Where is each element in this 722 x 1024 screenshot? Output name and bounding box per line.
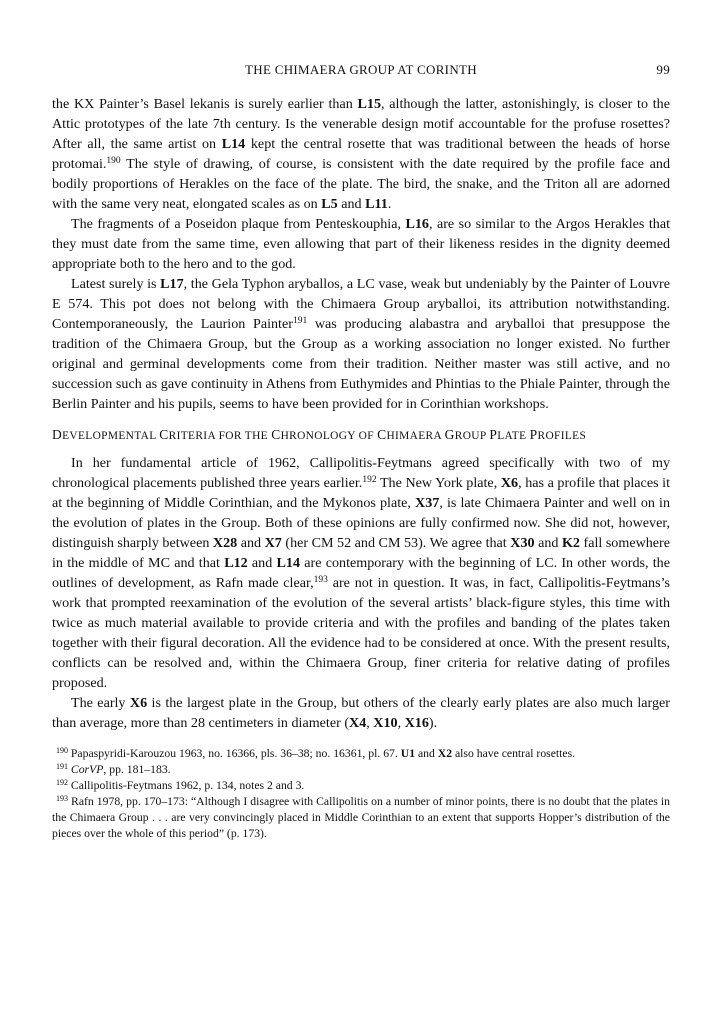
- running-head-title: THE CHIMAERA GROUP AT CORINTH: [245, 62, 477, 77]
- catalogue-ref: U1: [400, 747, 416, 760]
- catalogue-ref: L11: [365, 196, 388, 212]
- paragraph-5: The early X6 is the largest plate in the Group, but others of the clearly early plates are also much larger than average, more than 28 centimeters in diameter (X4, X10, X16).: [52, 695, 670, 731]
- footnote-ref: 192: [362, 475, 377, 485]
- footnote-ref: 193: [313, 575, 328, 585]
- running-head: [52, 62, 670, 84]
- footnotes: [52, 746, 670, 842]
- catalogue-ref: X7: [264, 535, 282, 551]
- paragraph-2: The fragments of a Poseidon plaque from Penteskouphia, L16, are so similar to the Argos Herakles that they must date from the same time, even allowing that part of their likeness resides in the dignity deemed appropriate both to the hero and to the god.: [52, 216, 670, 272]
- footnote-191: $^{191}$ CorVP, pp. 181–183.: [56, 762, 171, 776]
- abbreviation: CorVP: [70, 763, 104, 776]
- catalogue-ref: X16: [404, 715, 429, 731]
- catalogue-ref: X6: [129, 695, 148, 711]
- catalogue-ref: X30: [510, 535, 535, 551]
- catalogue-ref: X2: [437, 747, 453, 760]
- footnote-number: 193: [56, 794, 68, 803]
- catalogue-ref: L17: [160, 276, 184, 292]
- paragraph-1: the KX Painter’s Basel lekanis is surely earlier than L15, although the latter, astonishingly, is closer to the Attic prototypes of the late 7th century. Is the venerable design motif accountable for the profuse rosettes? After all, the same artist on L14 kept the central rosette that was traditional between the heads of horse protomai.$^{190}$ The style of drawing, of course, is consistent with the date required by the profile face and bodily proportions of Herakles on the face of the plate. The bird, the snake, and the Triton all are adorned with the same very neat, elongated scales as on L5 and L11.: [52, 96, 670, 212]
- footnote-ref: 191: [292, 316, 308, 326]
- catalogue-ref: X28: [212, 535, 238, 551]
- paragraph-3: Latest surely is L17, the Gela Typhon aryballos, a LC vase, weak but undeniably by the Painter of Louvre E 574. This pot does not belong with the Chimaera Group aryballoi, its attribution notwithstanding. Contemporaneously, the Laurion Painter$^{191}$ was producing alabastra and aryballoi that presuppose the tradition of the Chimaera Group, but the Group as a working association no longer existed. No further original and germinal developments come from their tradition. Neither master was still active, and no succession such as gave continuity in Athens from Euthymides and Phintias to the Phiale Painter, through the Berlin Painter and his pupils, seems to have been provided for in Corinthian workshops.: [52, 276, 671, 412]
- catalogue-ref: L14: [276, 555, 301, 571]
- catalogue-ref: X6: [500, 475, 519, 491]
- catalogue-ref: L14: [221, 136, 246, 152]
- catalogue-ref: L5: [321, 196, 338, 212]
- body-text: [52, 94, 670, 733]
- catalogue-ref: K2: [561, 535, 580, 551]
- catalogue-ref: X4: [349, 715, 367, 731]
- catalogue-ref: L16: [405, 216, 429, 232]
- footnote-number: 192: [56, 778, 68, 787]
- footnote-192: $^{192}$ Callipolitis-Feytmans 1962, p. 134, notes 2 and 3.: [56, 778, 305, 792]
- catalogue-ref: X10: [373, 715, 398, 731]
- footnote-193: $^{193}$ Rafn 1978, pp. 170–173: “Although I disagree with Callipolitis on a number of minor points, there is no doubt that the plates in the Chimaera Group . . . are very convincingly placed in Middle Corinthian to an extent that supports Hopper’s distribution of the pieces over the whole of this period” (p. 173).: [52, 794, 670, 840]
- page: [52, 62, 670, 842]
- footnote-number: 191: [56, 762, 68, 771]
- footnote-number: 190: [56, 746, 68, 755]
- catalogue-ref: X37: [415, 495, 440, 511]
- section-heading: DEVELOPMENTAL CRITERIA FOR THE CHRONOLOGY OF CHIMAERA GROUP PLATE PROFILES: [52, 427, 587, 442]
- footnote-190: $^{190}$ Papaspyridi-Karouzou 1963, no. 16366, pls. 36–38; no. 16361, pl. 67. U1 and X2 also have central rosettes.: [56, 746, 576, 760]
- footnote-ref: 190: [106, 156, 121, 166]
- catalogue-ref: L15: [357, 96, 381, 112]
- page-number: 99: [656, 62, 670, 77]
- catalogue-ref: L12: [224, 555, 248, 571]
- paragraph-4: In her fundamental article of 1962, Callipolitis-Feytmans agreed specifically with two of my chronological placements published three years earlier.$^{192}$ The New York plate, X6, has a profile that places it at the beginning of Middle Corinthian, and the Mykonos plate, X37, is late Chimaera Painter and well on in the evolution of plates in the Group. Both of these opinions are fully confirmed now. She did not, however, distinguish sharply between X28 and X7 (her CM 52 and CM 53). We agree that X30 and K2 fall somewhere in the middle of MC and that L12 and L14 are contemporary with the beginning of LC. In other words, the outlines of development, as Rafn made clear,$^{193}$ are not in question. It was, in fact, Callipolitis-Feytmans’s work that prompted reexamination of the evolution of the several artists’ black-figure styles, this time with twice as much material available to provide criteria and with the profiles and banding of the plates taken together with their figural decoration. All the evidence had to be considered at once. With the present results, conflicts can be resolved and, within the Chimaera Group, finer criteria for relative dating of profiles proposed.: [52, 455, 671, 691]
